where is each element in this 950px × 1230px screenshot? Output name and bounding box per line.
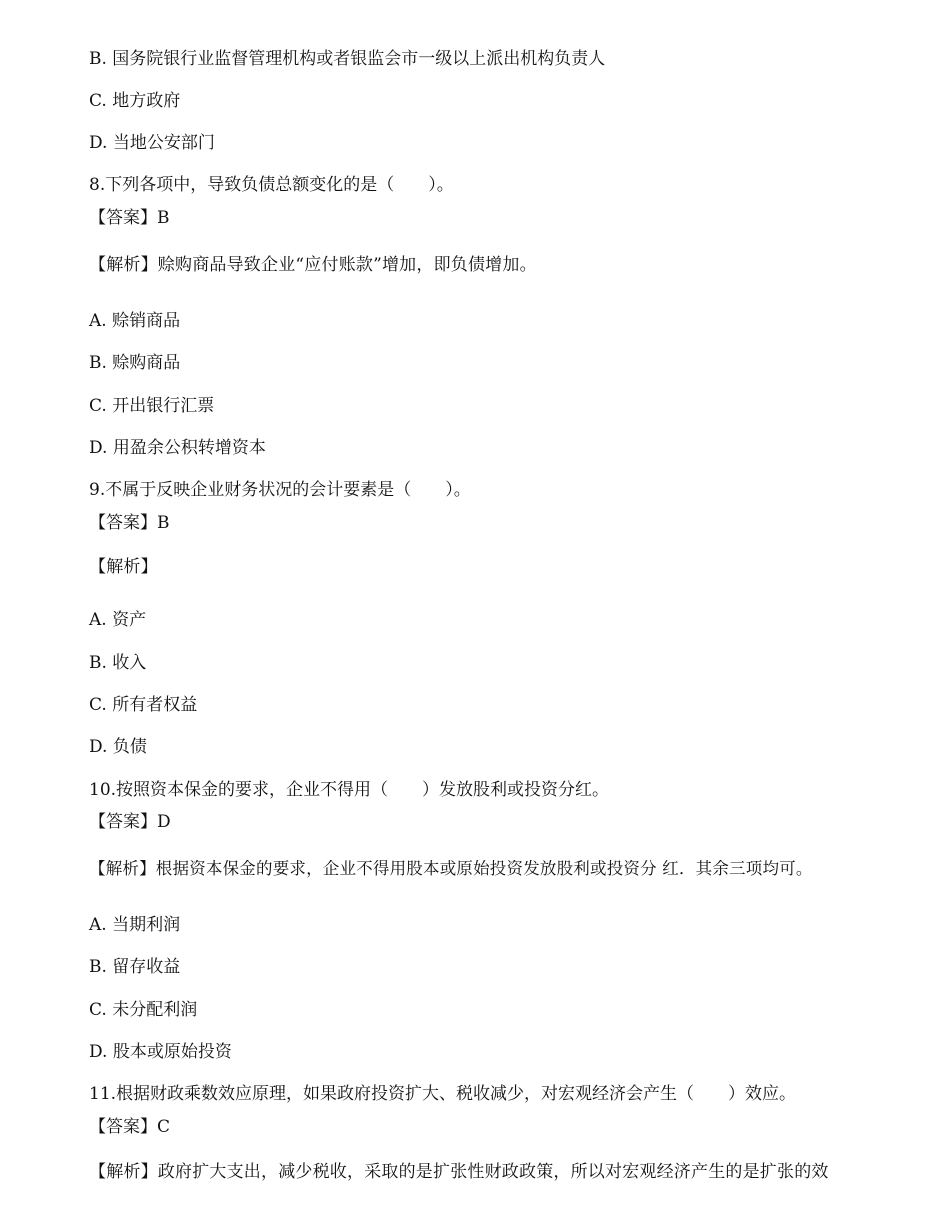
option-line: A. 赊销商品 — [89, 311, 181, 331]
answer-line: 【答案】C — [89, 1117, 171, 1137]
option-line: A. 资产 — [89, 610, 147, 630]
option-line: C. 地方政府 — [89, 91, 181, 111]
explanation-line: 【解析】根据资本保金的要求，企业不得用股本或原始投资发放股利或投资分 红．其余三项均可。 — [89, 859, 813, 878]
answer-line: 【答案】B — [89, 208, 170, 228]
option-line: C. 所有者权益 — [89, 695, 198, 715]
question-line: 8.下列各项中，导致负债总额变化的是（ ）。 — [89, 175, 454, 195]
option-line: D. 股本或原始投资 — [89, 1042, 232, 1062]
explanation-line: 【解析】赊购商品导致企业“应付账款”增加，即负债增加。 — [89, 255, 537, 275]
answer-line: 【答案】B — [89, 513, 170, 533]
option-line: D. 用盈余公积转增资本 — [89, 438, 266, 458]
question-line: 10.按照资本保金的要求，企业不得用（ ）发放股利或投资分红。 — [89, 780, 610, 800]
question-line: 9.不属于反映企业财务状况的会计要素是（ ）。 — [89, 480, 471, 500]
option-line: D. 负债 — [89, 737, 147, 757]
option-line: D. 当地公安部门 — [89, 133, 215, 153]
explanation-line: 【解析】 — [89, 557, 158, 577]
option-line: B. 收入 — [89, 653, 147, 673]
option-line: B. 国务院银行业监督管理机构或者银监会市一级以上派出机构负责人 — [89, 49, 606, 69]
option-line: C. 未分配利润 — [89, 1000, 198, 1020]
option-line: C. 开出银行汇票 — [89, 396, 215, 416]
option-line: B. 留存收益 — [89, 957, 181, 977]
answer-line: 【答案】D — [89, 812, 171, 832]
option-line: A. 当期利润 — [89, 915, 181, 935]
question-line: 11.根据财政乘数效应原理，如果政府投资扩大、税收减少，对宏观经济会产生（ ）效应。 — [89, 1084, 797, 1104]
option-line: B. 赊购商品 — [89, 353, 181, 373]
explanation-line: 【解析】政府扩大支出，减少税收，采取的是扩张性财政政策，所以对宏观经济产生的是扩张的效 — [89, 1162, 829, 1182]
